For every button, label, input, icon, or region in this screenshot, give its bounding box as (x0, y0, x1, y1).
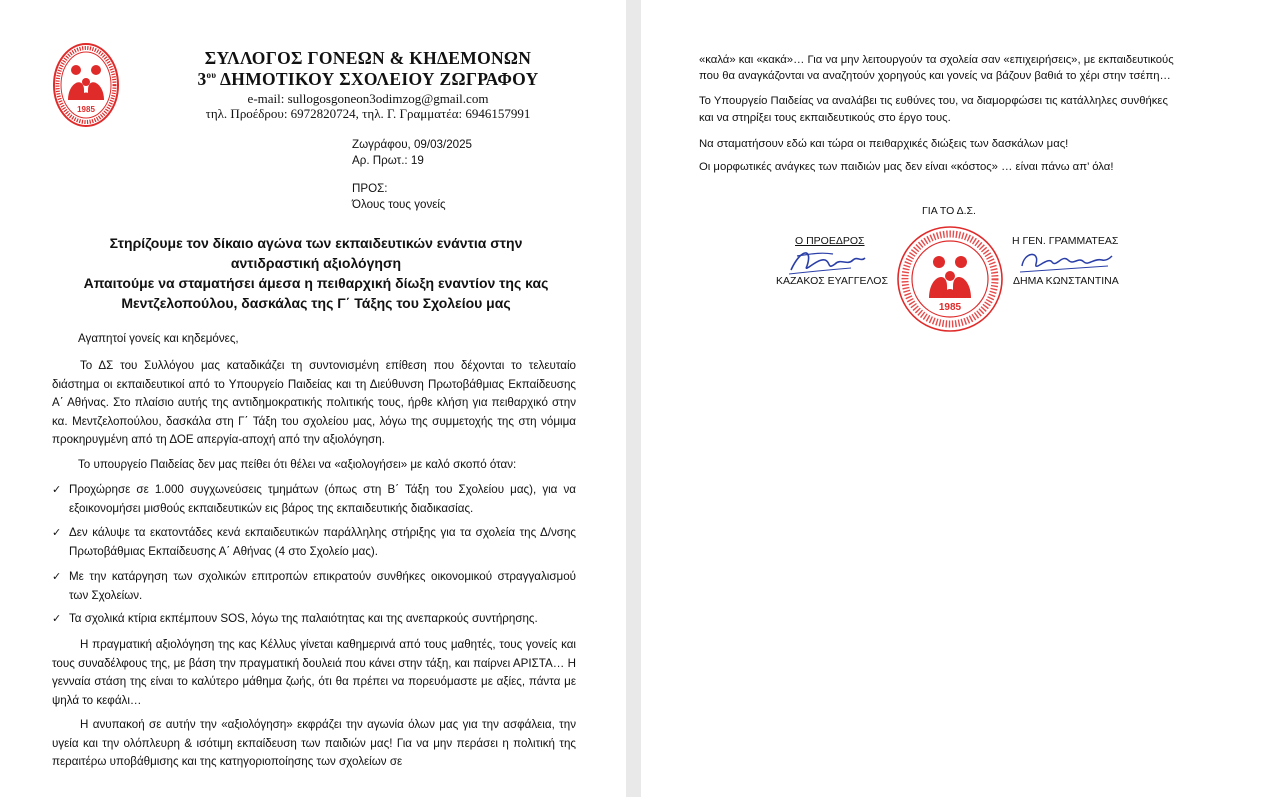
org-phones: τηλ. Προέδρου: 6972820724, τηλ. Γ. Γραμματέα: 6946157991 (205, 106, 531, 121)
title-line-2: αντιδραστική αξιολόγηση (230, 255, 402, 271)
bullet-item (52, 481, 576, 518)
demand-line-2: και να στηρίξει τους εκπαιδευτικούς στο έργο τους. (699, 112, 951, 124)
org-name-line1: ΣΥΛΛΟΓΟΣ ΓΟΝΕΩΝ & ΚΗΔΕΜΟΝΩΝ (204, 48, 532, 68)
bullets-intro: Το υπουργείο Παιδείας δεν μας πείθει ότι θέλει να «αξιολογήσει» με καλό σκοπό όταν: (78, 458, 517, 471)
recipient-value: Όλους τους γονείς (352, 198, 446, 211)
secretary-signature (1018, 246, 1114, 278)
demand-line-1: Το Υπουργείο Παιδείας να αναλάβει τις ευθύνες του, να διαμορφώσει τις κατάλληλες συνθήκες (699, 95, 1168, 107)
secretary-title: Η ΓΕΝ. ΓΡΑΜΜΑΤΕΑΣ (1012, 235, 1119, 247)
checkmark-icon: ✓ (52, 571, 62, 583)
checkmark-icon: ✓ (52, 613, 62, 625)
greeting: Αγαπητοί γονείς και κηδεμόνες, (78, 332, 239, 345)
checkmark-icon: ✓ (52, 527, 62, 539)
document-page-left (0, 0, 626, 797)
closing-line: Οι μορφωτικές ανάγκες των παιδιών μας δεν είναι «κόστος» … είναι πάνω απ’ όλα! (699, 161, 1114, 173)
for-board-label: ΓΙΑ ΤΟ Δ.Σ. (922, 205, 976, 217)
president-title: Ο ΠΡΟΕΔΡΟΣ (795, 235, 865, 247)
bullet-item (52, 610, 576, 629)
paragraph-2: Η πραγματική αξιολόγηση της κας Κέλλυς γίνεται καθημερινά από τους μαθητές, τους γονείς και τους συναδέλφους της, με βάση την πραγματική δουλειά που κάνει στην τάξη, και παίρνει ΑΡΙΣΤΑ… Η γενναία στάση της είναι το καλύτερο μάθημα ζωής, ότι θα πρέπει να πορευόμαστε με αξίες, πάντα με ψηλά το κεφάλι… (52, 638, 576, 707)
family-figures-icon (929, 256, 971, 298)
paragraph-3: Η ανυπακοή σε αυτήν την «αξιολόγηση» εκφράζει την αγωνία όλων μας για την ασφάλεια, την υγεία και την ολόπλευρη & ισότιμη εκπαίδευση των παιδιών μας! Για να μην περάσει η πολιτική της περαιτέρω υποβάθμισης και της κατηγοριοποίησης των σχολείων σε (52, 718, 576, 768)
continuation-line-2: που θα αναγκάζονται να αναζητούν χορηγούς και γονείς να βάζουν βαθιά το χέρι στην τσέπη… (699, 70, 1171, 82)
checkmark-icon: ✓ (52, 484, 62, 496)
logo-year: 1985 (77, 105, 95, 114)
org-name-line2: $3^{o\upsilon}$ ΔΗΜΟΤΙΚΟΥ ΣΧΟΛΕΙΟΥ ΖΩΓΡΑΦΟΥ (197, 69, 539, 89)
protocol-number: Αρ. Πρωτ.: 19 (352, 154, 424, 167)
continuation-line-1: «καλά» και «κακά»… Για να μην λειτουργούν τα σχολεία σαν «επιχειρήσεις», με εκπαιδευτικούς (699, 54, 1174, 66)
title-line-4: Μεντζελοπούλου, δασκάλας της Γ΄ Τάξης του Σχολείου μας (121, 295, 511, 311)
family-figures-icon (68, 65, 104, 100)
stop-prosecutions-line: Να σταματήσουν εδώ και τώρα οι πειθαρχικές διώξεις των δασκάλων μας! (699, 138, 1069, 150)
place-date: Ζωγράφου, 09/03/2025 (352, 138, 473, 151)
org-email: e-mail: sullogosgoneon3odimzog@gmail.com (247, 91, 489, 106)
bullet-text: Δεν κάλυψε τα εκατοντάδες κενά εκπαιδευτικών παράλληλης στήριξης για τα σχολεία της Δ/νσης Πρωτοβάθμιας Εκπαίδευσης Α΄ Αθήνας (4 στο Σχολείο μας). (69, 526, 576, 558)
stamp-year: 1985 (938, 302, 962, 313)
bullet-item (52, 568, 576, 605)
title-line-1: Στηρίζουμε τον δίκαιο αγώνα των εκπαιδευτικών ενάντια στην (109, 235, 523, 251)
bullet-text: Με την κατάργηση των σχολικών επιτροπών επικρατούν συνθήκες οικονομικού στραγγαλισμού των Σχολείων. (69, 570, 576, 602)
recipient-label: ΠΡΟΣ: (352, 182, 388, 195)
document-page-right (641, 0, 1269, 797)
bullet-item (52, 524, 576, 561)
secretary-name: ΔΗΜΑ ΚΩΝΣΤΑΝΤΙΝΑ (1013, 275, 1119, 287)
president-name: ΚΑΖΑΚΟΣ ΕΥΑΓΓΕΛΟΣ (776, 275, 888, 287)
bullet-text: Προχώρησε σε 1.000 συγχωνεύσεις τμημάτων (όπως στη Β΄ Τάξη του Σχολείου μας), για να εξοικονομήσει μισθούς εκπαιδευτικών εις βάρος της εκπαιδευτικής διαδικασίας. (69, 483, 576, 515)
title-line-3: Απαιτούμε να σταματήσει άμεσα η πειθαρχική δίωξη εναντίον της κας (83, 275, 549, 291)
association-stamp (895, 224, 1005, 334)
bullet-text: Τα σχολικά κτίρια εκπέμπουν SOS, λόγω της παλαιότητας και της ανεπαρκούς συντήρησης. (69, 612, 538, 625)
paragraph-1: Το ΔΣ του Συλλόγου μας καταδικάζει τη συντονισμένη επίθεση που δέχονται το τελευταίο διάστημα οι εκπαιδευτικοί από το Υπουργείο Παιδείας και τη Διεύθυνση Πρωτοβάθμιας Εκπαίδευσης Α΄ Αθήνας. Στο πλαίσιο αυτής της αντιδημοκρατικής πολιτικής τους, ήρθε κλήση για πειθαρχικό στην κα. Μεντζελοπούλου, δασκάλα στη Γ΄ Τάξη του σχολείου μας, λόγω της συμμετοχής της στη νόμιμα προκηρυγμένη από τη ΔΟΕ απεργία-αποχή από την αξιολόγηση. (52, 359, 576, 446)
president-signature (787, 244, 867, 278)
